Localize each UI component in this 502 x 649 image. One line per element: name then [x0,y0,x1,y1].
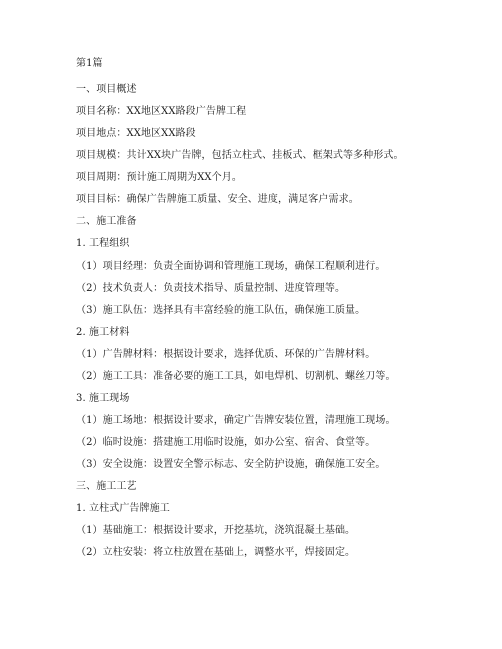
list-item: （2）立柱安装：将立柱放置在基础上，调整水平，焊接固定。 [76,547,356,558]
section-label: 第1篇 [76,58,103,69]
list-item: （3）施工队伍：选择具有丰富经验的施工队伍，确保施工质量。 [76,305,366,316]
list-item: （1）基础施工：根据设计要求，开挖基坑，浇筑混凝土基础。 [76,525,356,536]
list-item: （2）技术负责人：负责技术指导、质量控制、进度管理等。 [76,283,346,294]
heading-2: 3. 施工现场 [76,393,130,404]
heading-2: 1. 工程组织 [76,238,130,249]
list-item: （1）施工场地：根据设计要求，确定广告牌安装位置，清理施工现场。 [76,415,396,426]
heading-1: 二、施工准备 [76,216,137,227]
paragraph: 项目周期：预计施工周期为XX个月。 [76,172,242,183]
list-item: （3）安全设施：设置安全警示标志、安全防护设施，确保施工安全。 [76,459,386,470]
paragraph: 项目地点：XX地区XX路段 [76,128,196,139]
paragraph: 项目目标：确保广告牌施工质量、安全、进度，满足客户需求。 [76,194,359,205]
heading-1: 一、项目概述 [76,84,137,95]
list-item: （2）临时设施：搭建施工用临时设施，如办公室、宿舍、食堂等。 [76,437,376,448]
list-item: （2）施工工具：准备必要的施工工具，如电焊机、切割机、螺丝刀等。 [76,371,396,382]
paragraph: 项目规模：共计XX块广告牌，包括立柱式、挂板式、框架式等多种形式。 [76,150,404,161]
list-item: （1）广告牌材料：根据设计要求，选择优质、环保的广告牌材料。 [76,349,376,360]
paragraph: 项目名称：XX地区XX路段广告牌工程 [76,106,247,117]
list-item: （1）项目经理：负责全面协调和管理施工现场，确保工程顺利进行。 [76,261,386,272]
heading-1: 三、施工工艺 [76,481,137,492]
heading-2: 2. 施工材料 [76,327,130,338]
heading-2: 1. 立柱式广告牌施工 [76,503,170,514]
